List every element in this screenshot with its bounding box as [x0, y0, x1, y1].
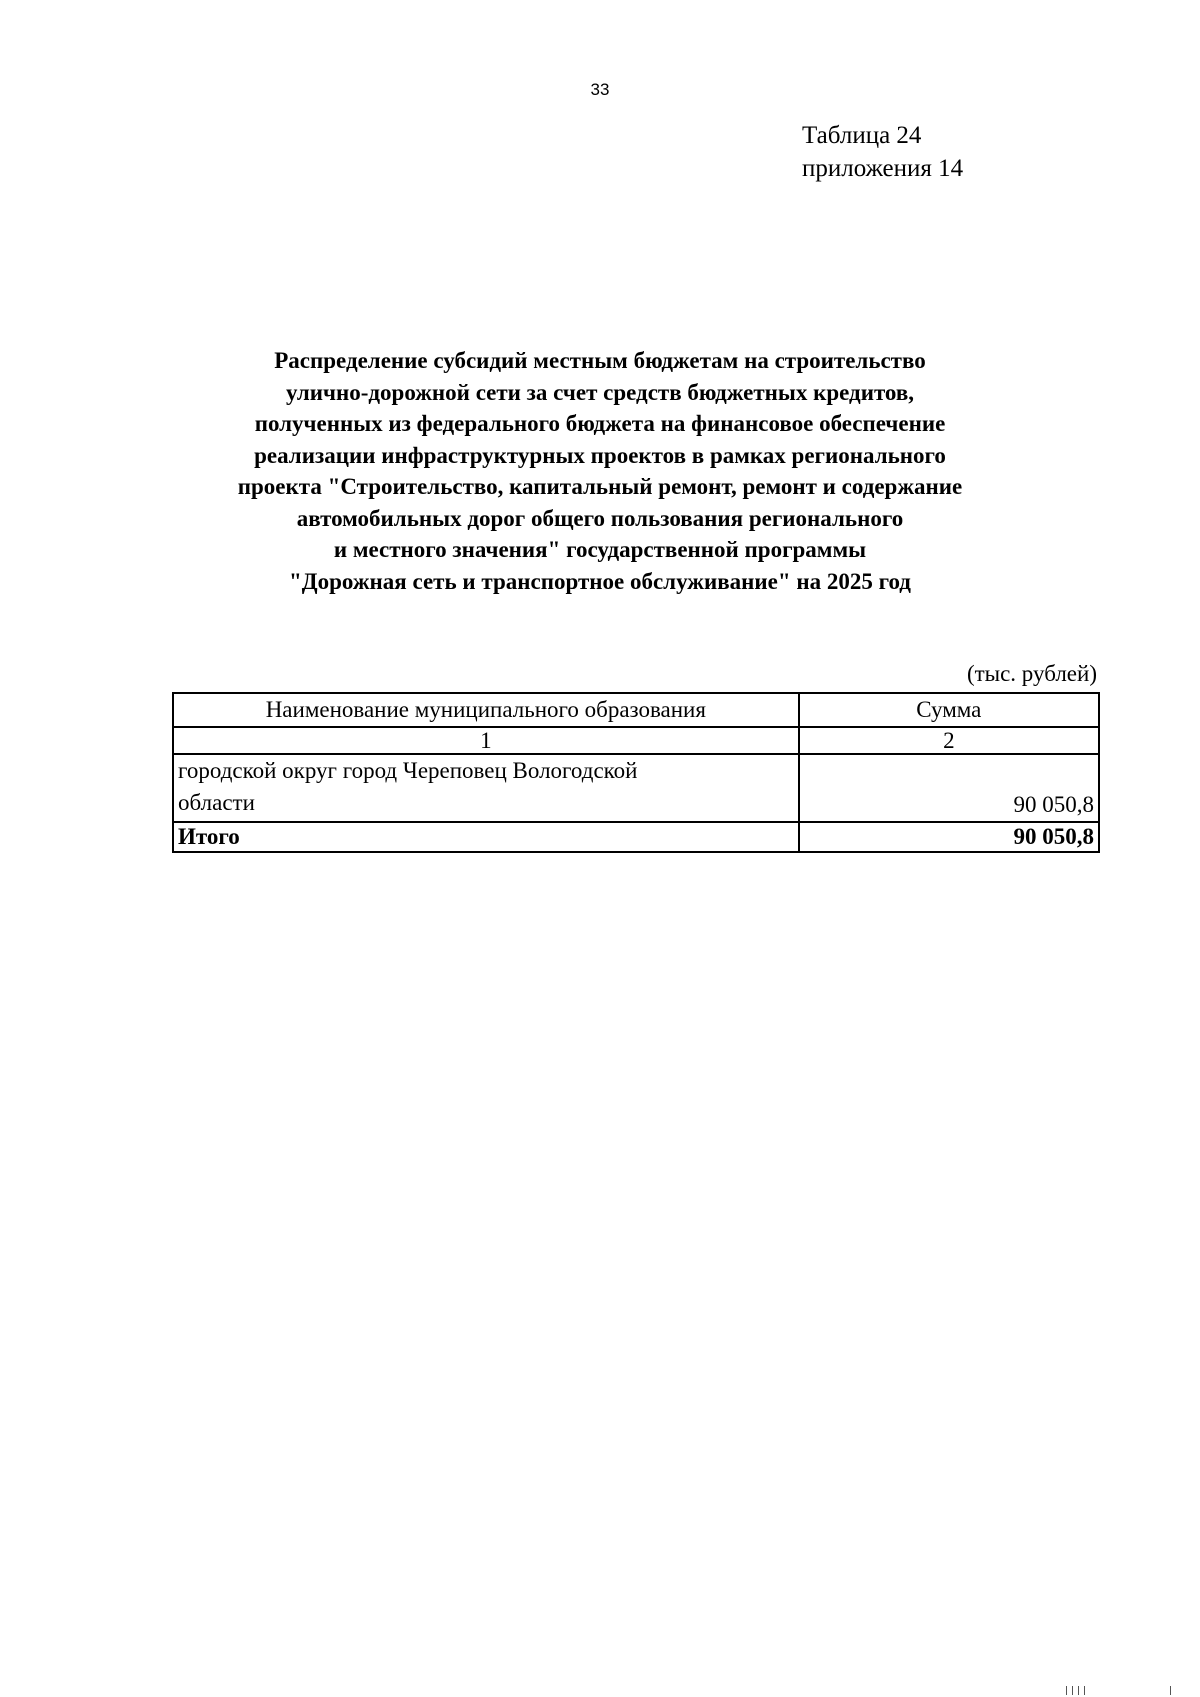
page-number: 33 — [590, 80, 610, 99]
scan-artifact — [1078, 1686, 1079, 1695]
municipality-name — [173, 754, 799, 822]
total-row — [173, 822, 1099, 852]
municipality-sum: 90 050,8 — [799, 754, 1099, 822]
header-sum: Сумма — [799, 693, 1099, 727]
table-label: Таблица 24 — [802, 122, 922, 149]
document-title — [150, 345, 1050, 597]
scan-artifact — [1072, 1686, 1073, 1695]
municipality-name-line: городской округ город Череповец Вологодской — [178, 758, 638, 783]
appendix-label: приложения 14 — [802, 155, 964, 182]
scan-artifact — [1084, 1686, 1085, 1695]
scan-artifact — [1066, 1686, 1067, 1695]
column-number-row — [173, 727, 1099, 754]
table-row — [173, 754, 1099, 822]
header-municipality: Наименование муниципального образования — [173, 693, 799, 727]
scan-artifact — [1170, 1686, 1171, 1695]
title-line: "Дорожная сеть и транспортное обслуживание" на 2025 год — [289, 568, 911, 594]
subsidy-table — [172, 692, 1100, 853]
title-line: полученных из федерального бюджета на финансовое обеспечение — [254, 411, 946, 436]
title-line: автомобильных дорог общего пользования регионального — [296, 505, 904, 531]
municipality-name-line: области — [178, 790, 255, 815]
title-line: и местного значения" государственной программы — [333, 537, 867, 562]
title-line: реализации инфраструктурных проектов в рамках регионального — [254, 442, 946, 468]
table-header-row — [173, 693, 1099, 727]
total-label: Итого — [173, 822, 799, 852]
title-line: Распределение субсидий местным бюджетам на строительство — [274, 348, 926, 373]
units-label: (тыс. рублей) — [966, 661, 1097, 686]
title-line: проекта "Строительство, капитальный ремонт, ремонт и содержание — [237, 474, 963, 499]
column-number-2: 2 — [799, 727, 1099, 754]
total-sum: 90 050,8 — [799, 822, 1099, 852]
column-number-1: 1 — [173, 727, 799, 754]
appendix-reference — [802, 119, 963, 185]
title-line: улично-дорожной сети за счет средств бюджетных кредитов, — [285, 379, 915, 405]
